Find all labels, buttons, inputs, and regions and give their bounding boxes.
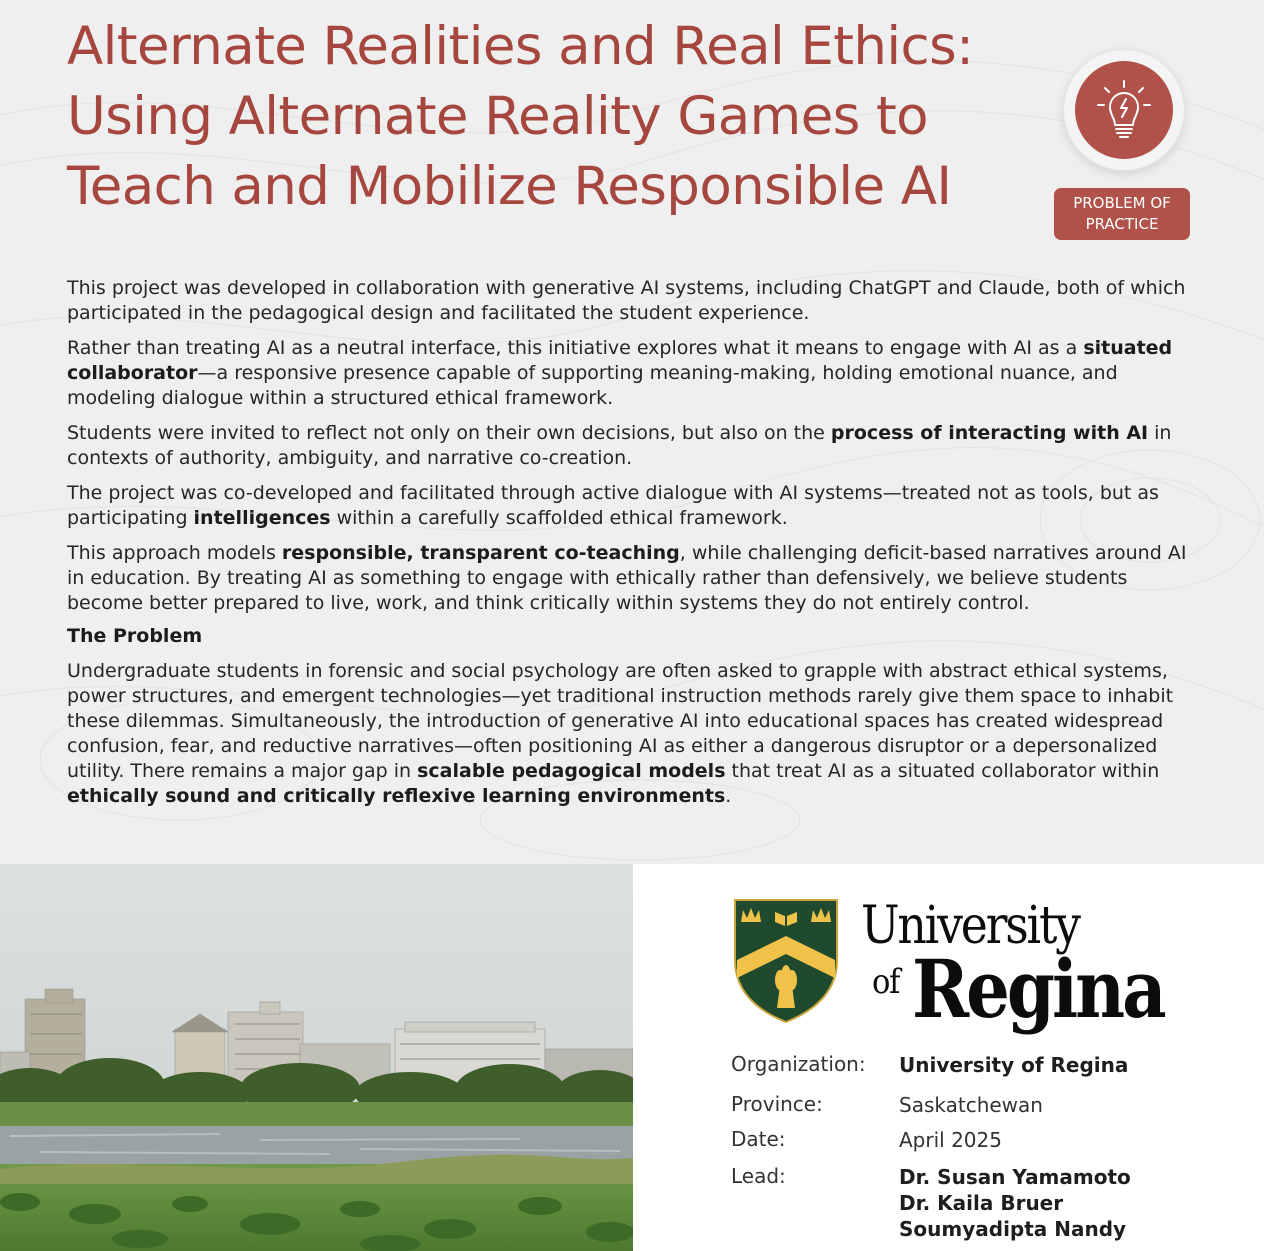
date-value: April 2025 [899, 1128, 1002, 1152]
province-value: Saskatchewan [899, 1093, 1043, 1117]
paragraph-3 [67, 421, 1207, 471]
badge-line-2: PRACTICE [1085, 215, 1159, 233]
campus-landscape-image [0, 864, 633, 1251]
paragraph-3-text: Students were invited to reflect not only on their own decisions, but also on the [67, 422, 831, 444]
organization-label: Organization: [731, 1052, 866, 1076]
paragraph-3-emphasis: process of interacting with AI [830, 422, 1149, 444]
paragraph-3-text-end: in contexts of authority, ambiguity, and narrative co-creation. [67, 422, 1172, 469]
wordmark-of: of [872, 962, 900, 1002]
paragraph-5-text: This approach models [67, 542, 282, 564]
campus-photo [0, 864, 633, 1251]
paragraph-1: This project was developed in collaboration with generative AI systems, including ChatGPT and Claude, both of which participated in the pedagogical design and facilitated the student experience. [67, 277, 1186, 324]
paragraph-4-text: The project was co-developed and facilitated through active dialogue with AI systems—treated not as tools, but as participating [67, 482, 1159, 529]
province-label: Province: [731, 1092, 823, 1116]
title-line-1: Alternate Realities and Real Ethics: [67, 16, 974, 77]
problem-text-end: . [725, 785, 732, 807]
paragraph-5-text-end: , while challenging deficit-based narratives around AI in education. By treating AI as something to engage with ethically rather than defensively, we believe students become better prepared to live, work, and think critically within systems they do not entirely control. [67, 542, 1187, 614]
problem-text: Undergraduate students in forensic and social psychology are often asked to grapple with abstract ethical systems, power structures, and emergent technologies—yet traditional instruction methods rarely give them space to inhabit these dilemmas. Simultaneously, the introduction of generative AI into educational spaces has created widespread confusion, fear, and reductive narratives—often positioning AI as either a dangerous disruptor or a depersonalized utility. There remains a major gap in [67, 660, 1174, 782]
lead-values [899, 1164, 1131, 1242]
paragraph-4 [67, 481, 1207, 531]
body-text [67, 276, 1207, 819]
paragraph-4-emphasis: intelligences [193, 507, 331, 529]
problem-text-mid: that treat AI as a situated collaborator within [725, 760, 1160, 782]
organization-value: University of Regina [899, 1053, 1129, 1077]
problem-emphasis-2: ethically sound and critically reflexive learning environments [67, 785, 726, 807]
university-crest-icon [733, 898, 839, 1024]
lightbulb-disc [1075, 61, 1173, 159]
badge-line-1: PROBLEM OF [1073, 194, 1171, 212]
paragraph-5 [67, 541, 1207, 616]
problem-paragraph [67, 659, 1207, 809]
lead-name: Dr. Susan Yamamoto [899, 1165, 1131, 1189]
organization-panel [633, 864, 1264, 1251]
paragraph-2 [67, 336, 1207, 411]
wordmark-university: University [861, 896, 1079, 956]
paragraph-4-text-end: within a carefully scaffolded ethical framework. [330, 507, 788, 529]
lead-name: Soumyadipta Nandy [899, 1217, 1127, 1241]
paragraph-2-emphasis: situated collaborator [67, 337, 1173, 384]
lead-label: Lead: [731, 1164, 786, 1188]
title-line-2: Using Alternate Reality Games to [67, 86, 928, 147]
lightbulb-badge [1063, 49, 1185, 171]
paragraph-5-emphasis: responsible, transparent co-teaching [281, 542, 680, 564]
page-title [67, 12, 1047, 222]
paragraph-2-text-end: —a responsive presence capable of supporting meaning-making, holding emotional nuance, and modeling dialogue within a structured ethical framework. [67, 362, 1118, 409]
lead-name: Dr. Kaila Bruer [899, 1191, 1064, 1215]
title-line-3: Teach and Mobilize Responsible AI [67, 156, 952, 217]
problem-heading: The Problem [67, 625, 203, 647]
problem-of-practice-badge [1054, 188, 1190, 240]
wordmark-regina: Regina [912, 942, 1164, 1036]
lightbulb-icon [1075, 61, 1173, 159]
problem-emphasis-1: scalable pedagogical models [417, 760, 726, 782]
paragraph-2-text: Rather than treating AI as a neutral interface, this initiative explores what it means to engage with AI as a [67, 337, 1084, 359]
date-label: Date: [731, 1127, 786, 1151]
